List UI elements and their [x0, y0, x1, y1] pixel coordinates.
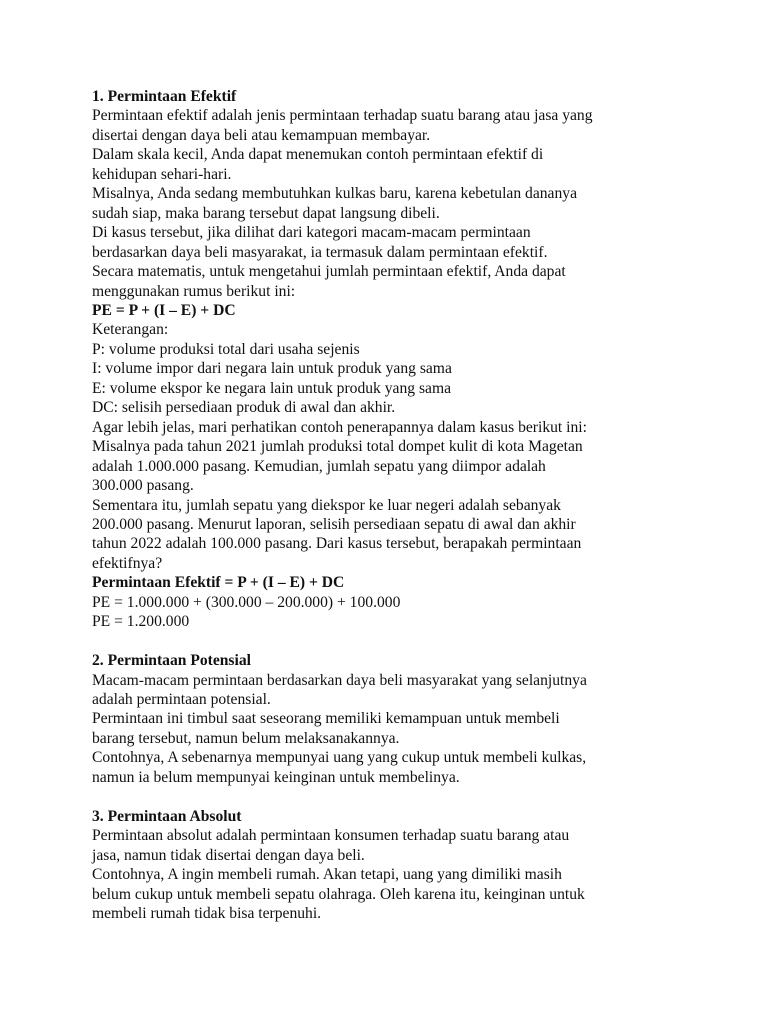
spacer — [92, 787, 692, 806]
text-line: belum cukup untuk membeli sepatu olahraga. Oleh karena itu, keinginan untuk — [92, 885, 585, 903]
text-line: berdasarkan daya beli masyarakat, ia termasuk dalam permintaan efektif. — [92, 243, 548, 261]
text-line: Di kasus tersebut, jika dilihat dari kategori macam-macam permintaan — [92, 224, 531, 242]
keterangan-item: E: volume ekspor ke negara lain untuk produk yang sama — [92, 379, 451, 397]
text-line: adalah permintaan potensial. — [92, 691, 271, 709]
paragraph — [92, 223, 692, 262]
text-line: Permintaan absolut adalah permintaan konsumen terhadap suatu barang atau — [92, 827, 570, 845]
text-line: Permintaan ini timbul saat seseorang memiliki kemampuan untuk membeli — [92, 710, 560, 728]
text-line: menggunakan rumus berikut ini: — [92, 282, 296, 300]
calc-formula: Permintaan Efektif = P + (I – E) + DC — [92, 574, 345, 592]
section-heading: 1. Permintaan Efektif — [92, 88, 237, 105]
text-line: sudah siap, maka barang tersebut dapat langsung dibeli. — [92, 204, 440, 222]
paragraph — [92, 709, 692, 748]
text-line: tahun 2022 adalah 100.000 pasang. Dari kasus tersebut, berapakah permintaan — [92, 535, 582, 553]
text-line: Macam-macam permintaan berdasarkan daya beli masyarakat yang selanjutnya — [92, 671, 587, 689]
keterangan-title: Keterangan: — [92, 321, 169, 339]
text-line: 300.000 pasang. — [92, 477, 194, 495]
paragraph — [92, 262, 692, 301]
paragraph — [92, 671, 692, 710]
text-line: namun ia belum mempunyai keinginan untuk membelinya. — [92, 768, 460, 786]
paragraph — [92, 496, 692, 574]
text-line: Misalnya pada tahun 2021 jumlah produksi total dompet kulit di kota Magetan — [92, 438, 583, 456]
formula: PE = P + (I – E) + DC — [92, 301, 236, 319]
text-line: Misalnya, Anda sedang membutuhkan kulkas baru, karena kebetulan dananya — [92, 185, 577, 203]
keterangan-list — [92, 340, 692, 418]
paragraph — [92, 826, 692, 865]
section-heading: 3. Permintaan Absolut — [92, 807, 242, 825]
text-line: disertai dengan daya beli atau kemampuan membayar. — [92, 126, 431, 144]
keterangan-item: DC: selisih persediaan produk di awal dan akhir. — [92, 399, 396, 417]
text-line: barang tersebut, namun belum melaksanakannya. — [92, 729, 400, 747]
paragraph — [92, 106, 692, 145]
text-line: Sementara itu, jumlah sepatu yang diekspor ke luar negeri adalah sebanyak — [92, 496, 561, 514]
keterangan-item: P: volume produksi total dari usaha sejenis — [92, 340, 360, 358]
section-permintaan-absolut — [92, 807, 692, 924]
text-line: membeli rumah tidak bisa terpenuhi. — [92, 905, 322, 922]
keterangan-item: I: volume impor dari negara lain untuk produk yang sama — [92, 360, 452, 378]
section-permintaan-efektif — [92, 87, 692, 632]
paragraph — [92, 184, 692, 223]
text-line: Permintaan efektif adalah jenis permintaan terhadap suatu barang atau jasa yang — [92, 107, 593, 125]
paragraph — [92, 865, 692, 923]
paragraph — [92, 437, 692, 495]
text-line: Contohnya, A ingin membeli rumah. Akan tetapi, uang yang dimiliki masih — [92, 866, 562, 884]
text-line: adalah 1.000.000 pasang. Kemudian, jumlah sepatu yang diimpor adalah — [92, 457, 546, 475]
document-body — [92, 87, 692, 923]
paragraph — [92, 145, 692, 184]
text-line: Secara matematis, untuk mengetahui jumlah permintaan efektif, Anda dapat — [92, 263, 566, 281]
spacer — [92, 632, 692, 651]
text-line: kehidupan sehari-hari. — [92, 165, 232, 183]
text-line: 200.000 pasang. Menurut laporan, selisih persediaan sepatu di awal dan akhir — [92, 515, 576, 533]
calc-step: PE = 1.000.000 + (300.000 – 200.000) + 100.000 — [92, 593, 401, 611]
text-line: jasa, namun tidak disertai dengan daya beli. — [92, 846, 365, 864]
text-line: Dalam skala kecil, Anda dapat menemukan contoh permintaan efektif di — [92, 146, 544, 164]
text-line: efektifnya? — [92, 554, 163, 572]
text-line: Contohnya, A sebenarnya mempunyai uang yang cukup untuk membeli kulkas, — [92, 749, 587, 767]
paragraph — [92, 748, 692, 787]
calc-result: PE = 1.200.000 — [92, 613, 190, 631]
section-heading: 2. Permintaan Potensial — [92, 652, 251, 670]
section-permintaan-potensial — [92, 651, 692, 787]
example-intro: Agar lebih jelas, mari perhatikan contoh penerapannya dalam kasus berikut ini: — [92, 418, 587, 436]
